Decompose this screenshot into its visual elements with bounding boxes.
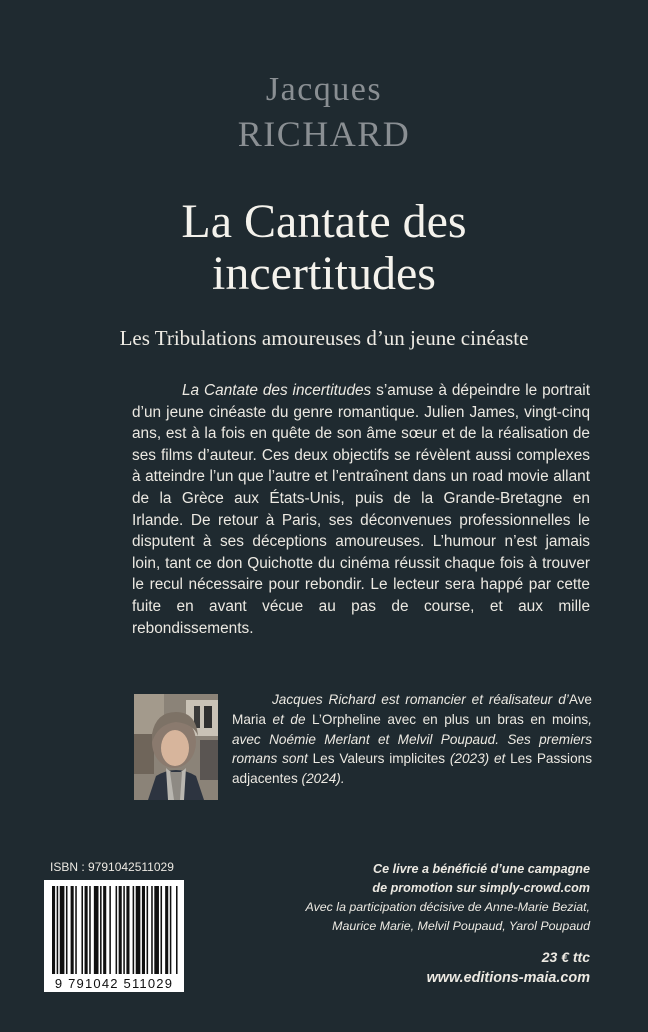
promo-line4: Maurice Marie, Melvil Poupaud, Yarol Poupaud xyxy=(332,919,590,933)
barcode-bar xyxy=(100,886,102,974)
author-name xyxy=(0,70,648,154)
barcode-bar xyxy=(133,886,135,974)
author-bio xyxy=(232,690,592,789)
barcode-bar xyxy=(66,886,68,974)
barcode-bar xyxy=(126,886,129,974)
promotion-info xyxy=(260,860,590,936)
barcode-bar xyxy=(123,886,125,974)
book-title xyxy=(0,196,648,300)
bio-film2: L’Orpheline xyxy=(312,711,381,727)
barcode-bar xyxy=(75,886,77,974)
barcode-bar xyxy=(161,886,163,974)
publisher-website: www.editions-maia.com xyxy=(426,970,590,986)
bio-part6: (2024). xyxy=(297,771,345,787)
book-subtitle: Les Tribulations amoureuses d’un jeune cinéaste xyxy=(119,326,529,350)
author-first-name: Jacques xyxy=(265,71,383,108)
promo-line1: Ce livre a bénéficié d’une campagne xyxy=(373,862,590,876)
barcode-bar xyxy=(176,886,178,974)
barcode-bar xyxy=(119,886,122,974)
bio-part5: (2023) et xyxy=(445,751,511,767)
author-last-name: RICHARD xyxy=(237,114,411,154)
barcode-bar xyxy=(57,886,59,974)
book-title-line1: La Cantate des xyxy=(181,195,467,248)
barcode-bar xyxy=(116,886,118,974)
bio-part1: Jacques Richard est romancier et réalisateur d’ xyxy=(272,692,569,707)
barcode-bar xyxy=(170,886,172,974)
barcode-bar xyxy=(151,886,153,974)
promo-line3: Avec la participation décisive de Anne-Marie Beziat, xyxy=(305,900,590,914)
barcode-bar xyxy=(103,886,106,974)
isbn-label: ISBN : 9791042511029 xyxy=(50,860,174,874)
barcode-bar xyxy=(165,886,168,974)
promo-line2: de promotion sur simply-crowd.com xyxy=(372,881,590,895)
barcode-bar xyxy=(89,886,91,974)
isbn-barcode xyxy=(44,880,184,992)
author-portrait-image xyxy=(134,694,218,800)
price: 23 € ttc xyxy=(541,949,590,965)
barcode-bar xyxy=(85,886,88,974)
barcode-bar xyxy=(94,886,99,974)
barcode-bar xyxy=(52,886,55,974)
bio-novel2: Les Passions adjacentes xyxy=(232,751,592,787)
barcode-bar xyxy=(109,886,111,974)
back-cover-blurb xyxy=(132,380,590,639)
barcode-bar xyxy=(154,886,159,974)
barcode-bar xyxy=(81,886,83,974)
barcode-bars xyxy=(44,880,184,992)
bio-part3: avec en plus un bras en moins xyxy=(380,711,589,727)
barcode-digits: 9 791042 511029 xyxy=(54,976,174,991)
barcode-bar xyxy=(142,886,145,974)
author-photo xyxy=(134,694,218,800)
blurb-text: s’amuse à dépeindre le portrait d’un jeune cinéaste du genre romantique. Julien James, vingt-cinq ans, est à la fois en quête de son âme sœur et de la réalisation de ses films d’auteur. Ces deux objectifs se révèlent aussi complexes à atteindre l’un que l’autre et l’entraînent dans un road movie allant de la Grèce aux États-Unis, puis de la Grande-Bretagne en Irlande. De retour à Paris, ses déconvenues professionnelles le disputent à ses déceptions amoureuses. L’humour n’est jamais loin, tant ce don Quichotte du cinéma réussit chaque fois à trouver le recul nécessaire pour rebondir. Le lecteur sera happé par cette fuite en avant vécue au pas de course, et aux mille rebondissements. xyxy=(132,382,590,637)
barcode-bar xyxy=(147,886,149,974)
bio-part2: et de xyxy=(266,711,313,727)
barcode-bar xyxy=(136,886,141,974)
book-title-line2: incertitudes xyxy=(212,247,436,300)
bio-film1: Ave Maria xyxy=(232,692,592,727)
bio-part4: , avec Noémie Merlant et Melvil Poupaud. Ses premiers romans sont xyxy=(232,711,593,767)
blurb-title-italic: La Cantate des incertitudes xyxy=(182,382,372,399)
barcode-bar xyxy=(71,886,74,974)
barcode-bar xyxy=(60,886,65,974)
bio-novel1: Les Valeurs implicites xyxy=(312,751,446,767)
